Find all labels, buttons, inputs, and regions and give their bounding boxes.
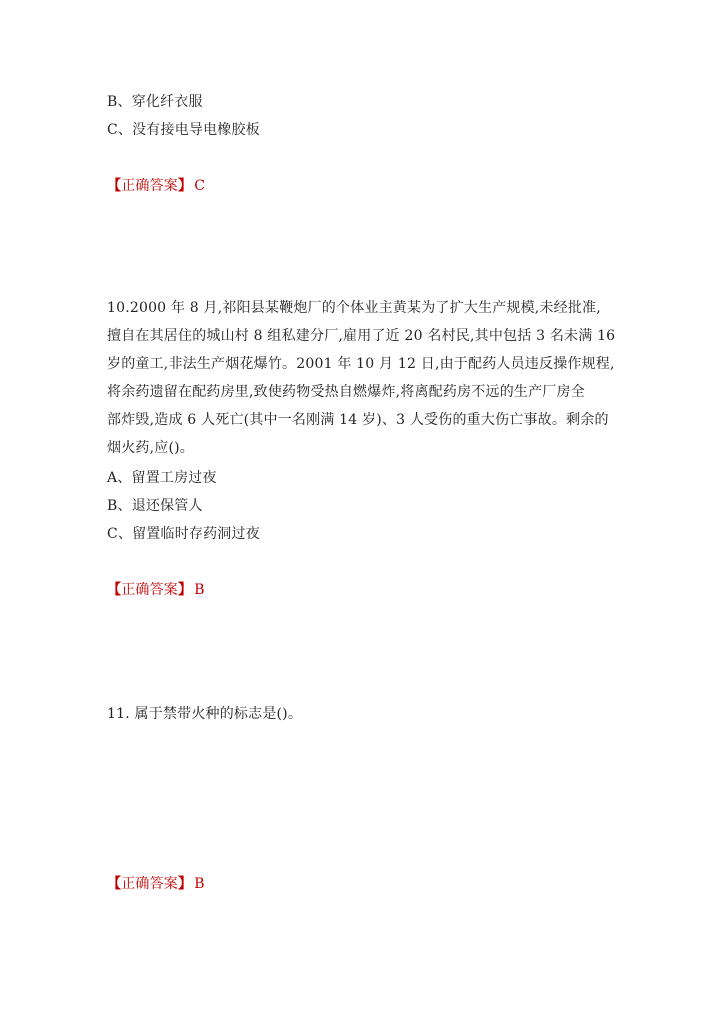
- q10-stem-line-1: 10.2000 年 8 月,祁阳县某鞭炮厂的个体业主黄某为了扩大生产规模,未经批准,: [107, 300, 601, 316]
- answer-value: C: [194, 178, 206, 194]
- q10-stem-line-5: 部炸毁,造成 6 人死亡(其中一名刚满 14 岁)、3 人受伤的重大伤亡事故。剩余的: [107, 412, 609, 428]
- q11-answer: [107, 876, 205, 892]
- answer-open-bracket: 【: [107, 876, 122, 892]
- q10-stem-line-4: 将余药遗留在配药房里,致使药物受热自燃爆炸,将离配药房不远的生产厂房全: [107, 384, 585, 400]
- answer-label: 正确答案: [121, 582, 179, 598]
- answer-label: 正确答案: [121, 178, 179, 194]
- q10-stem-line-3: 岁的童工,非法生产烟花爆竹。2001 年 10 月 12 日,由于配药人员违反操作规程,: [107, 356, 615, 372]
- answer-open-bracket: 【: [107, 582, 122, 598]
- q9-answer: [107, 178, 205, 194]
- q10-option-b: B、退还保管人: [107, 498, 203, 514]
- answer-close-bracket: 】: [178, 582, 193, 598]
- answer-close-bracket: 】: [178, 876, 193, 892]
- answer-close-bracket: 】: [178, 178, 193, 194]
- q10-answer: [107, 582, 205, 598]
- q9-option-b: B、穿化纤衣服: [107, 94, 203, 110]
- answer-label: 正确答案: [121, 876, 179, 892]
- q10-option-a: A、留置工房过夜: [107, 470, 217, 486]
- answer-open-bracket: 【: [107, 178, 122, 194]
- q9-option-c: C、没有接电导电橡胶板: [107, 122, 260, 138]
- q10-stem-line-6: 烟火药,应()。: [107, 440, 194, 456]
- answer-value: B: [194, 582, 205, 598]
- q10-stem-line-2: 擅自在其居住的城山村 8 组私建分厂,雇用了近 20 名村民,其中包括 3 名未满 16: [107, 328, 616, 344]
- answer-value: B: [194, 876, 205, 892]
- q11-stem: 11. 属于禁带火种的标志是()。: [107, 706, 303, 722]
- q10-option-c: C、留置临时存药洞过夜: [107, 526, 260, 542]
